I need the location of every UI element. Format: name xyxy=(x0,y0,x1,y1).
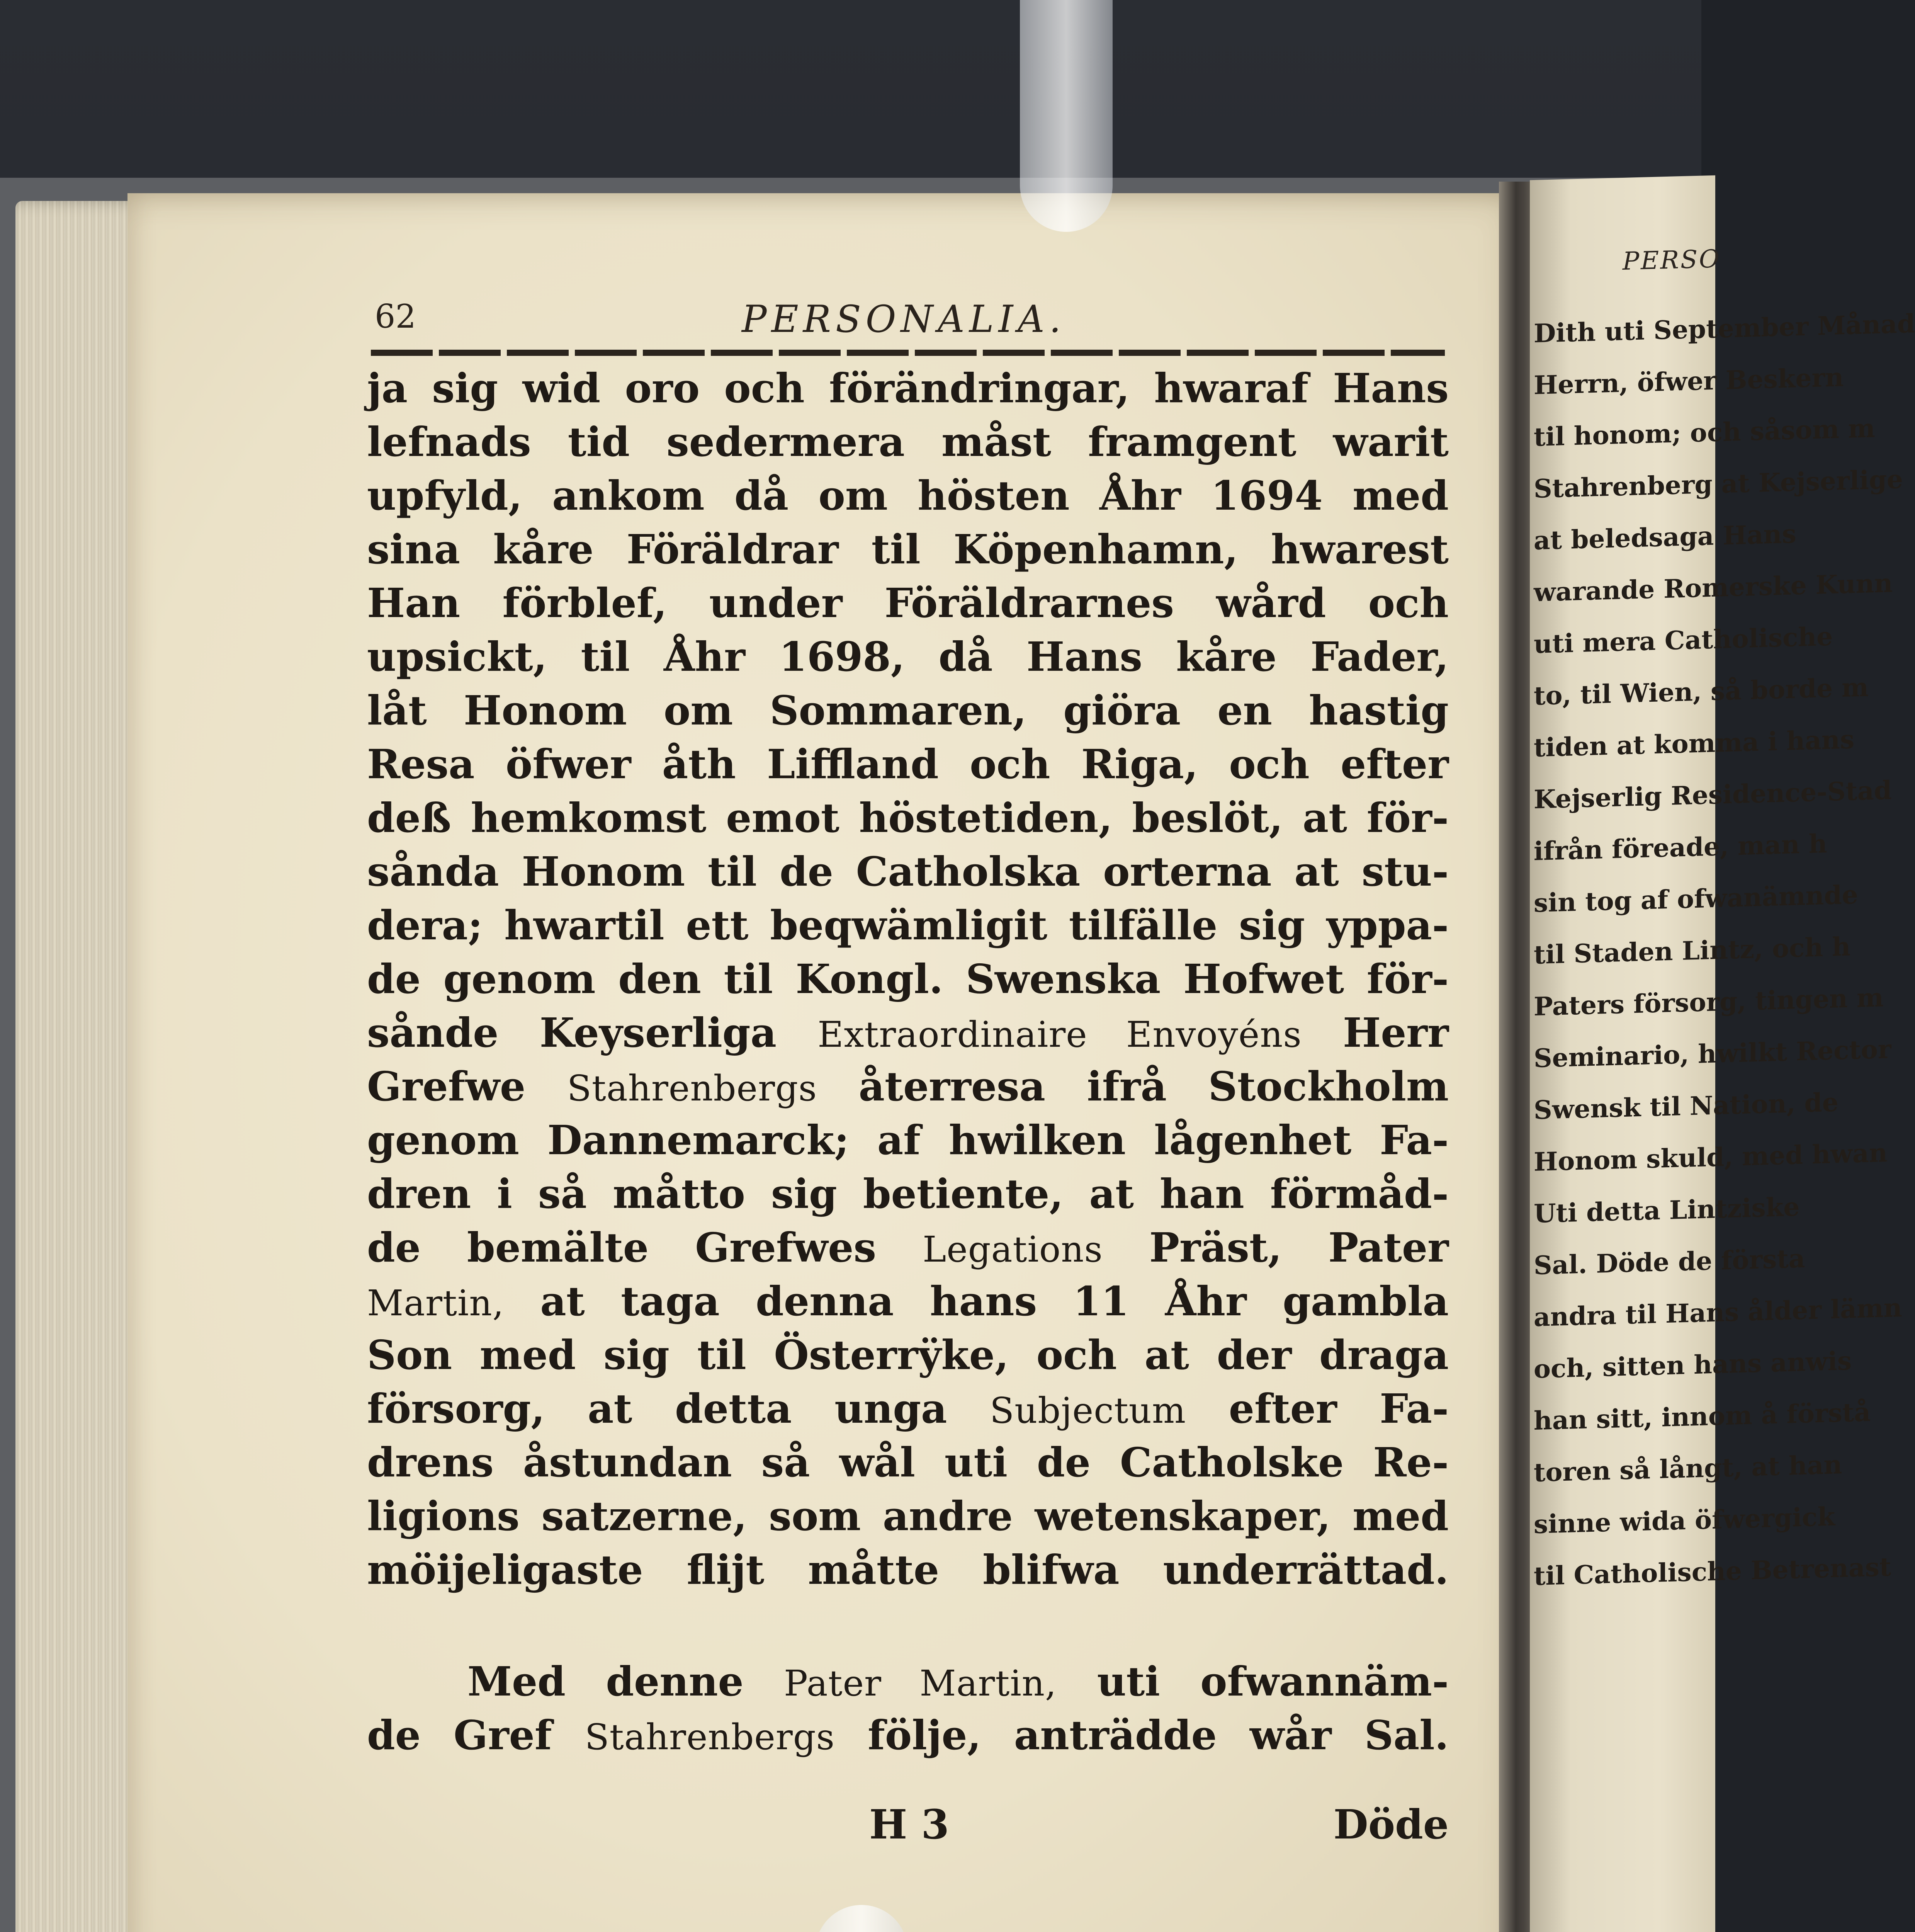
text-line xyxy=(367,1274,1449,1328)
text-line: ja sig wid oro och förändringar, hwaraf Hans xyxy=(367,364,1449,412)
antiqua-segment: Subjectum xyxy=(990,1390,1186,1431)
text-line: de genom den til Kongl. Swenska Hofwet för- xyxy=(367,955,1449,1003)
facing-text-line: Dith uti September Månad xyxy=(1534,308,1915,349)
facing-text-line: ifrån föreade, man h xyxy=(1534,828,1827,867)
facing-text-line: Paters försorg, tingen m xyxy=(1534,982,1884,1022)
facing-page xyxy=(1530,175,1915,1932)
text-line: sina kåre Föräldrar til Köpenhamn, hwarest xyxy=(367,526,1449,573)
facing-text-line: warande Romerske Kunn xyxy=(1534,568,1893,608)
facing-text-line: Kejserlig Residence-Stad xyxy=(1534,775,1892,815)
glass-clip-top xyxy=(1020,0,1113,232)
text-line xyxy=(367,1655,1449,1708)
fraktur-segment: Grefwe xyxy=(367,1063,567,1110)
text-line xyxy=(367,1006,1449,1060)
text-line: drens åstundan så wål uti de Catholske Re- xyxy=(367,1439,1449,1486)
antiqua-segment: Stahrenbergs xyxy=(585,1716,835,1758)
facing-text-line: Herrn, öfwer Beskern xyxy=(1534,362,1844,401)
facing-text-line: toren så långt, at han xyxy=(1534,1449,1842,1488)
catchword: Döde xyxy=(1333,1801,1449,1848)
facing-text-line: och, sitten hans anwis xyxy=(1534,1345,1852,1384)
facing-text-line: han sitt, innom å förstå xyxy=(1534,1397,1871,1436)
facing-text-line: Sal. Döde de första xyxy=(1534,1243,1805,1281)
text-line: Han förblef, under Föräldrarnes wård och xyxy=(367,579,1449,627)
facing-text-line: til Catholische Betrenast xyxy=(1534,1551,1891,1592)
facing-text-line: uti mera Catholische xyxy=(1534,621,1833,660)
fraktur-segment: uti ofwannäm- xyxy=(1057,1658,1449,1705)
facing-text-line: to, til Wien, så borde m xyxy=(1534,672,1869,711)
text-line: låt Honom om Sommaren, giöra en hastig xyxy=(367,687,1449,734)
facing-text-line: at beledsaga Hans xyxy=(1534,519,1796,556)
facing-text-line: andra til Hans ålder lämn xyxy=(1534,1293,1902,1333)
header-rule xyxy=(371,350,1445,356)
text-line: upsickt, til Åhr 1698, då Hans kåre Fader, xyxy=(367,633,1449,680)
fraktur-segment: sånde Keyserliga xyxy=(367,1009,818,1056)
antiqua-segment: Pater Martin, xyxy=(783,1663,1057,1704)
text-line: möijeligaste flijt måtte blifwa underrättad. xyxy=(367,1546,1449,1594)
fraktur-segment: Präst, Pater xyxy=(1103,1224,1449,1271)
antiqua-segment: Legations xyxy=(923,1229,1103,1270)
facing-text-line: sin tog af ofwanämnde xyxy=(1534,879,1858,918)
facing-text-line: sinne wida öfwergick xyxy=(1534,1501,1835,1540)
text-line: upfyld, ankom då om hösten Åhr 1694 med xyxy=(367,472,1449,519)
text-line: dren i så måtto sig betiente, at han förmåd- xyxy=(367,1170,1449,1218)
facing-text-line: Seminario, hwilkt Rector xyxy=(1534,1034,1891,1074)
text-line: Resa öfwer åth Liffland och Riga, och efter xyxy=(367,740,1449,788)
page-header xyxy=(375,298,1441,344)
antiqua-segment: Extraordinaire Envoyéns xyxy=(817,1014,1302,1055)
facing-text-line: Swensk til Nation, de xyxy=(1534,1087,1839,1126)
facing-text-line: Honom skuld, med hwan xyxy=(1534,1138,1888,1177)
text-line xyxy=(367,1060,1449,1113)
text-line: Son med sig til Österrÿke, och at der draga xyxy=(367,1331,1449,1379)
facing-text-line: tiden at komma i hans xyxy=(1534,724,1854,763)
main-text-block xyxy=(367,361,1449,1762)
text-line: genom Dannemarck; af hwilken lågenhet Fa- xyxy=(367,1116,1449,1164)
signature-mark: H 3 xyxy=(869,1801,949,1848)
text-line: dera; hwartil ett beqwämligit tilfälle sig yppa- xyxy=(367,901,1449,949)
fraktur-segment: de Gref xyxy=(367,1711,585,1759)
facing-text-line: til honom; och såsom m xyxy=(1534,413,1875,452)
fraktur-segment: Med denne xyxy=(467,1658,784,1705)
fraktur-segment: de bemälte Grefwes xyxy=(367,1224,923,1271)
text-line xyxy=(367,1221,1449,1274)
text-line: ligions satzerne, som andre wetenskaper, med xyxy=(367,1492,1449,1540)
running-title: PERSONALIA. xyxy=(742,298,1066,341)
text-line xyxy=(367,1382,1449,1435)
page-number: 62 xyxy=(375,298,416,335)
facing-text-line: Stahrenberg at Kejserlige xyxy=(1534,464,1903,504)
text-line: lefnads tid sedermera måst framgent warit xyxy=(367,418,1449,466)
text-line xyxy=(367,1708,1449,1762)
text-line: sånda Honom til de Catholska orterna at stu- xyxy=(367,848,1449,895)
page-footer xyxy=(367,1801,1449,1855)
text-line: deß hemkomst emot höstetiden, beslöt, at för- xyxy=(367,794,1449,842)
facing-page-text xyxy=(1534,303,1915,1602)
fraktur-segment: at taga denna hans 11 Åhr gambla xyxy=(504,1277,1449,1325)
fraktur-segment: Herr xyxy=(1302,1009,1449,1056)
fraktur-segment: försorg, at detta unga xyxy=(367,1385,990,1432)
facing-text-line: Uti detta Lintziske xyxy=(1534,1191,1800,1229)
facing-page-header: PERSO xyxy=(1623,245,1721,276)
fraktur-segment: följe, anträdde wår Sal. xyxy=(834,1711,1449,1759)
antiqua-segment: Martin, xyxy=(367,1282,504,1324)
facing-text-line: til Staden Lintz, och h xyxy=(1534,931,1851,970)
fraktur-segment: återresa ifrå Stockholm xyxy=(817,1063,1449,1110)
page-block-edge xyxy=(15,201,147,1932)
fraktur-segment: efter Fa- xyxy=(1186,1385,1449,1432)
antiqua-segment: Stahrenbergs xyxy=(567,1068,817,1109)
